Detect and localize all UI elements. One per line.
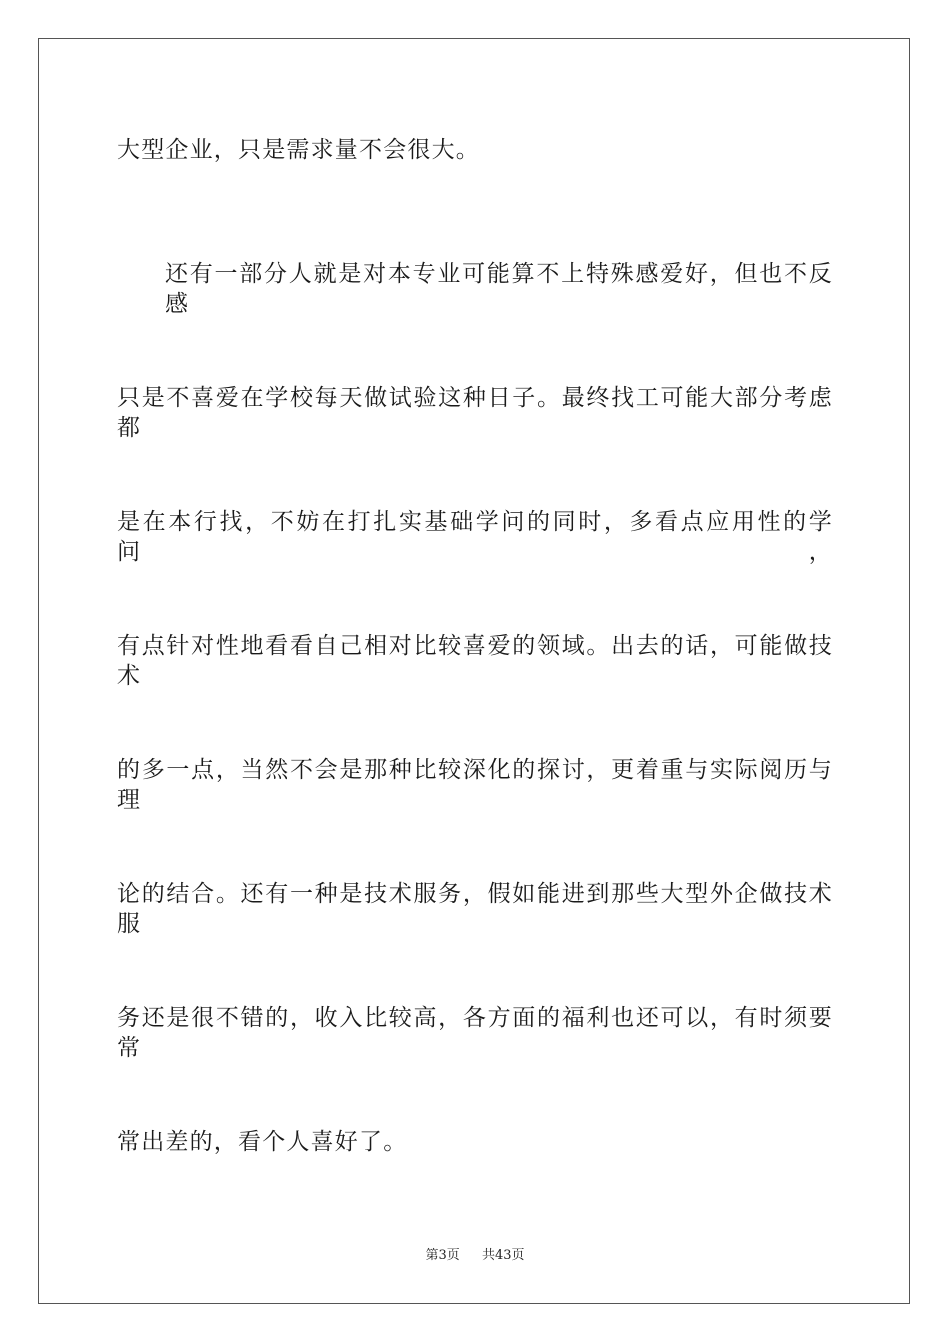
- text-line: 常出差的，看个人喜好了。: [117, 1129, 408, 1155]
- page-number: 第3页: [425, 1248, 460, 1263]
- text-line: 的多一点，当然不会是那种比较深化的探讨，更着重与实际阅历与理: [117, 757, 833, 813]
- text-line: 有点针对性地看看自己相对比较喜爱的领域。出去的话，可能做技术: [117, 633, 833, 689]
- page-total: 共43页: [482, 1248, 525, 1263]
- text-line: 只是不喜爱在学校每天做试验这种日子。最终找工可能大部分考虑都: [117, 385, 833, 441]
- text-line: 务还是很不错的，收入比较高，各方面的福利也还可以，有时须要常: [117, 1005, 833, 1061]
- text-line: 大型企业，只是需求量不会很大。: [117, 137, 480, 163]
- text-line: 是在本行找，不妨在打扎实基础学问的同时，多看点应用性的学问，: [117, 509, 833, 565]
- text-line: 论的结合。还有一种是技术服务，假如能进到那些大型外企做技术服: [117, 881, 833, 937]
- page-footer: [0, 1248, 950, 1264]
- paragraph-first-line: 还有一部分人就是对本专业可能算不上特殊感爱好，但也不反感: [165, 261, 833, 317]
